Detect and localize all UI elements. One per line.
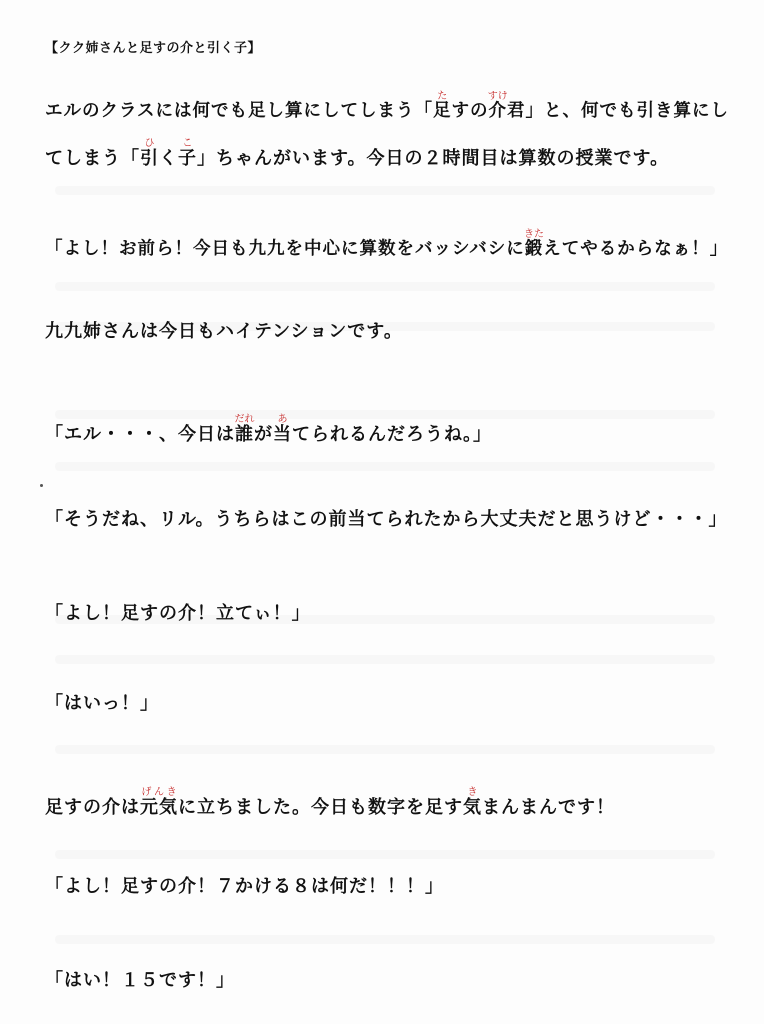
paper-speck — [40, 484, 43, 487]
ruby-base: 鍛 — [524, 239, 545, 259]
ruby-reading: ひ — [140, 138, 159, 149]
ruby-word — [140, 138, 159, 169]
ruby-reading: げんき — [140, 787, 178, 798]
paragraph-line-1 — [45, 91, 729, 123]
ruby-word — [524, 229, 545, 259]
ruby-word — [432, 91, 452, 121]
ruby-base: 介 — [487, 101, 508, 121]
ruby-base: 気 — [463, 797, 482, 818]
ruby-base: 引 — [140, 148, 159, 169]
ruby-base: 子 — [178, 148, 197, 169]
ruby-base: 当 — [273, 424, 292, 445]
show-through-line — [55, 282, 715, 291]
paragraph-line-10: 「よし！足すの介！７かける８は何だ！！！」 — [45, 876, 444, 897]
paragraph-line-8: 「はいっ！」 — [45, 693, 159, 714]
paragraph-line-4: 九九姉さんは今日もハイテンションです。 — [45, 321, 403, 342]
ruby-reading: あ — [273, 414, 292, 425]
text: えてやるからなぁ！」 — [543, 239, 729, 259]
text: てられるんだろうね。」 — [292, 424, 492, 445]
paragraph-line-7: 「よし！足すの介！立てぃ！」 — [45, 603, 311, 624]
document-title: 【クク姉さんと足すの介と引く子】 — [45, 41, 262, 56]
text: が — [254, 424, 273, 445]
text: に立ちました。今日も数字を足す — [178, 797, 463, 818]
show-through-line — [55, 745, 715, 754]
text: 「よし！お前ら！今日も九九を中心に算数をバッシバシに — [45, 239, 525, 259]
text: 」ちゃんがいます。今日の２時間目は算数の授業です。 — [197, 148, 670, 169]
ruby-reading: すけ — [487, 91, 508, 102]
paragraph-line-9 — [45, 787, 615, 820]
text: 君」と、何でも引き算にし — [506, 101, 729, 121]
text: てしまう「 — [45, 148, 140, 169]
text: く — [159, 148, 178, 169]
ruby-word — [140, 787, 178, 818]
ruby-base: 足 — [432, 101, 452, 121]
show-through-line — [55, 850, 715, 859]
text: すの — [451, 101, 489, 121]
paragraph-line-2 — [45, 138, 669, 171]
ruby-word — [234, 414, 255, 445]
ruby-word — [463, 787, 482, 818]
show-through-line — [55, 935, 715, 944]
ruby-reading: きた — [524, 229, 545, 240]
text: エルのクラスには何でも足し算にしてしまう「 — [45, 101, 433, 121]
ruby-base: 元気 — [140, 797, 178, 818]
ruby-base: 誰 — [234, 424, 255, 445]
ruby-word — [178, 138, 197, 169]
ruby-reading: た — [432, 91, 452, 102]
paragraph-line-6: 「そうだね、リル。うちらはこの前当てられたから大丈夫だと思うけど・・・」 — [45, 509, 728, 530]
paragraph-line-11: 「はい！１５です！」 — [45, 970, 235, 991]
ruby-reading: き — [463, 787, 482, 798]
show-through-line — [55, 462, 715, 471]
ruby-reading: こ — [178, 138, 197, 149]
text: 足すの介は — [45, 797, 140, 818]
ruby-word — [487, 91, 508, 121]
show-through-line — [55, 655, 715, 664]
text: 「エル・・・、今日は — [45, 424, 235, 445]
paragraph-line-3 — [45, 229, 728, 261]
ruby-reading: だれ — [234, 414, 255, 425]
text: まんまんです！ — [482, 797, 615, 818]
paragraph-line-5 — [45, 414, 492, 447]
show-through-line — [55, 186, 715, 195]
ruby-word — [273, 414, 292, 445]
